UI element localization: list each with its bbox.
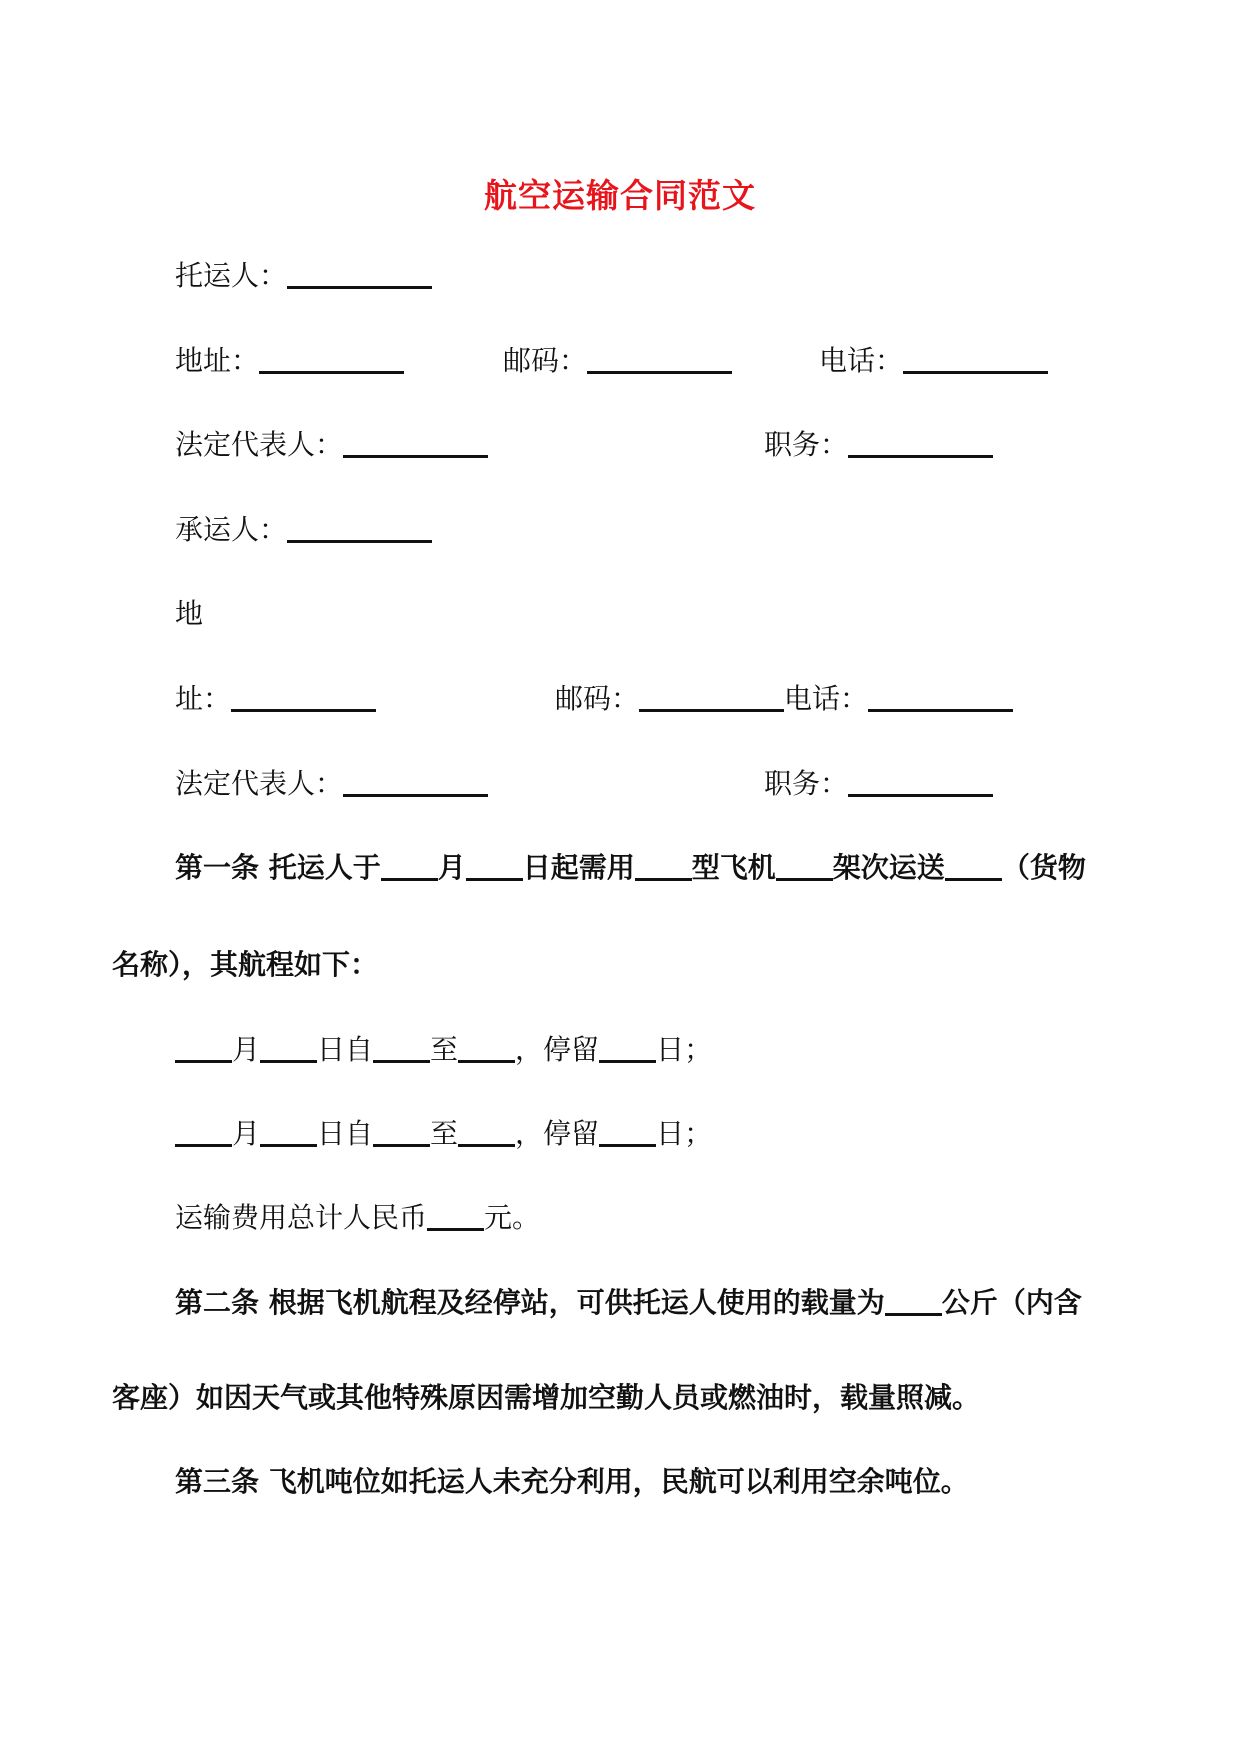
article-3: 第三条 飞机吨位如托运人未充分利用，民航可以利用空余吨位。 — [175, 1465, 969, 1498]
shipper-phone-blank[interactable] — [903, 345, 1048, 374]
article-2-line-2: 客座）如因天气或其他特殊原因需增加空勤人员或燃油时，载量照减。 — [112, 1381, 981, 1414]
article-1-text-a: 第一条 托运人于 — [175, 851, 381, 884]
shipper-label: 托运人： — [175, 259, 288, 292]
article-1-line-2: 名称），其航程如下： — [112, 948, 379, 981]
shipper-position-line — [764, 425, 993, 465]
route-1-day-from: 日自 — [317, 1033, 374, 1066]
article-2-line-1 — [175, 1283, 1082, 1323]
carrier-postcode-label: 邮码： — [555, 682, 640, 715]
route-1-day-blank[interactable] — [260, 1034, 317, 1063]
carrier-position-line — [764, 764, 993, 804]
shipper-postcode-label: 邮码： — [503, 344, 588, 377]
route-2-month: 月 — [232, 1117, 261, 1150]
article-2-text-a: 第二条 根据飞机航程及经停站，可供托运人使用的载量为 — [175, 1286, 885, 1319]
route-1-month-blank[interactable] — [175, 1034, 232, 1063]
shipper-position-blank[interactable] — [848, 429, 993, 458]
document-title: 航空运输合同范文 — [484, 176, 756, 215]
article-1-flights-blank[interactable] — [776, 852, 833, 881]
shipper-legal-rep-blank[interactable] — [343, 429, 488, 458]
carrier-legal-rep-blank[interactable] — [343, 768, 488, 797]
route-2-destination-blank[interactable] — [458, 1118, 515, 1147]
shipper-legal-rep-line — [175, 425, 488, 465]
route-2-day-from: 日自 — [317, 1117, 374, 1150]
carrier-label: 承运人： — [175, 513, 288, 546]
fee-amount-blank[interactable] — [427, 1202, 484, 1231]
shipper-phone-line — [819, 341, 1048, 381]
carrier-position-blank[interactable] — [848, 768, 993, 797]
shipper-address-line — [175, 341, 404, 381]
route-2-month-blank[interactable] — [175, 1118, 232, 1147]
article-1-text-d: 型飞机 — [691, 851, 776, 884]
carrier-position-label: 职务： — [764, 767, 849, 800]
carrier-legal-rep-label: 法定代表人： — [175, 767, 344, 800]
route-2-stay: ，停留 — [515, 1117, 600, 1150]
article-1-text-b: 月 — [437, 851, 466, 884]
fee-prefix: 运输费用总计人民币 — [175, 1201, 428, 1234]
shipper-address-label: 地址： — [175, 344, 260, 377]
article-1-text-f: （货物 — [1001, 851, 1086, 884]
carrier-postcode-phone-line — [555, 679, 1013, 719]
carrier-phone-label: 电话： — [784, 682, 869, 715]
fee-suffix: 元。 — [484, 1201, 541, 1234]
carrier-phone-blank[interactable] — [868, 683, 1013, 712]
carrier-address-line — [175, 679, 376, 719]
shipper-address-blank[interactable] — [259, 345, 404, 374]
shipper-line — [175, 256, 432, 296]
article-1-month-blank[interactable] — [381, 852, 438, 881]
article-2-text-b: 公斤（内含 — [941, 1286, 1082, 1319]
article-1-line-1 — [175, 848, 1086, 888]
carrier-address-blank[interactable] — [231, 683, 376, 712]
article-1-text-e: 架次运送 — [832, 851, 945, 884]
route-2-day-end: 日； — [656, 1117, 713, 1150]
carrier-postcode-blank[interactable] — [639, 683, 784, 712]
route-1-destination-blank[interactable] — [458, 1034, 515, 1063]
article-1-text-c: 日起需用 — [522, 851, 635, 884]
route-1-stay: ，停留 — [515, 1033, 600, 1066]
route-1-day-end: 日； — [656, 1033, 713, 1066]
article-1-aircraft-type-blank[interactable] — [635, 852, 692, 881]
route-row-2 — [175, 1114, 712, 1154]
route-1-origin-blank[interactable] — [373, 1034, 430, 1063]
route-row-1 — [175, 1030, 712, 1070]
shipper-postcode-blank[interactable] — [587, 345, 732, 374]
carrier-line — [175, 510, 432, 550]
article-1-goods-blank[interactable] — [945, 852, 1002, 881]
shipper-position-label: 职务： — [764, 428, 849, 461]
route-2-day-blank[interactable] — [260, 1118, 317, 1147]
route-1-stay-blank[interactable] — [599, 1034, 656, 1063]
article-1-day-blank[interactable] — [466, 852, 523, 881]
shipper-postcode-line — [503, 341, 732, 381]
route-1-to: 至 — [430, 1033, 459, 1066]
carrier-address-label-1: 地 — [175, 597, 204, 630]
route-2-origin-blank[interactable] — [373, 1118, 430, 1147]
article-2-load-blank[interactable] — [885, 1287, 942, 1316]
carrier-address-label-2: 址： — [175, 682, 232, 715]
carrier-blank[interactable] — [287, 514, 432, 543]
shipper-phone-label: 电话： — [819, 344, 904, 377]
fee-line — [175, 1198, 540, 1238]
route-1-month: 月 — [232, 1033, 261, 1066]
route-2-to: 至 — [430, 1117, 459, 1150]
shipper-blank[interactable] — [287, 260, 432, 289]
shipper-legal-rep-label: 法定代表人： — [175, 428, 344, 461]
carrier-legal-rep-line — [175, 764, 488, 804]
route-2-stay-blank[interactable] — [599, 1118, 656, 1147]
